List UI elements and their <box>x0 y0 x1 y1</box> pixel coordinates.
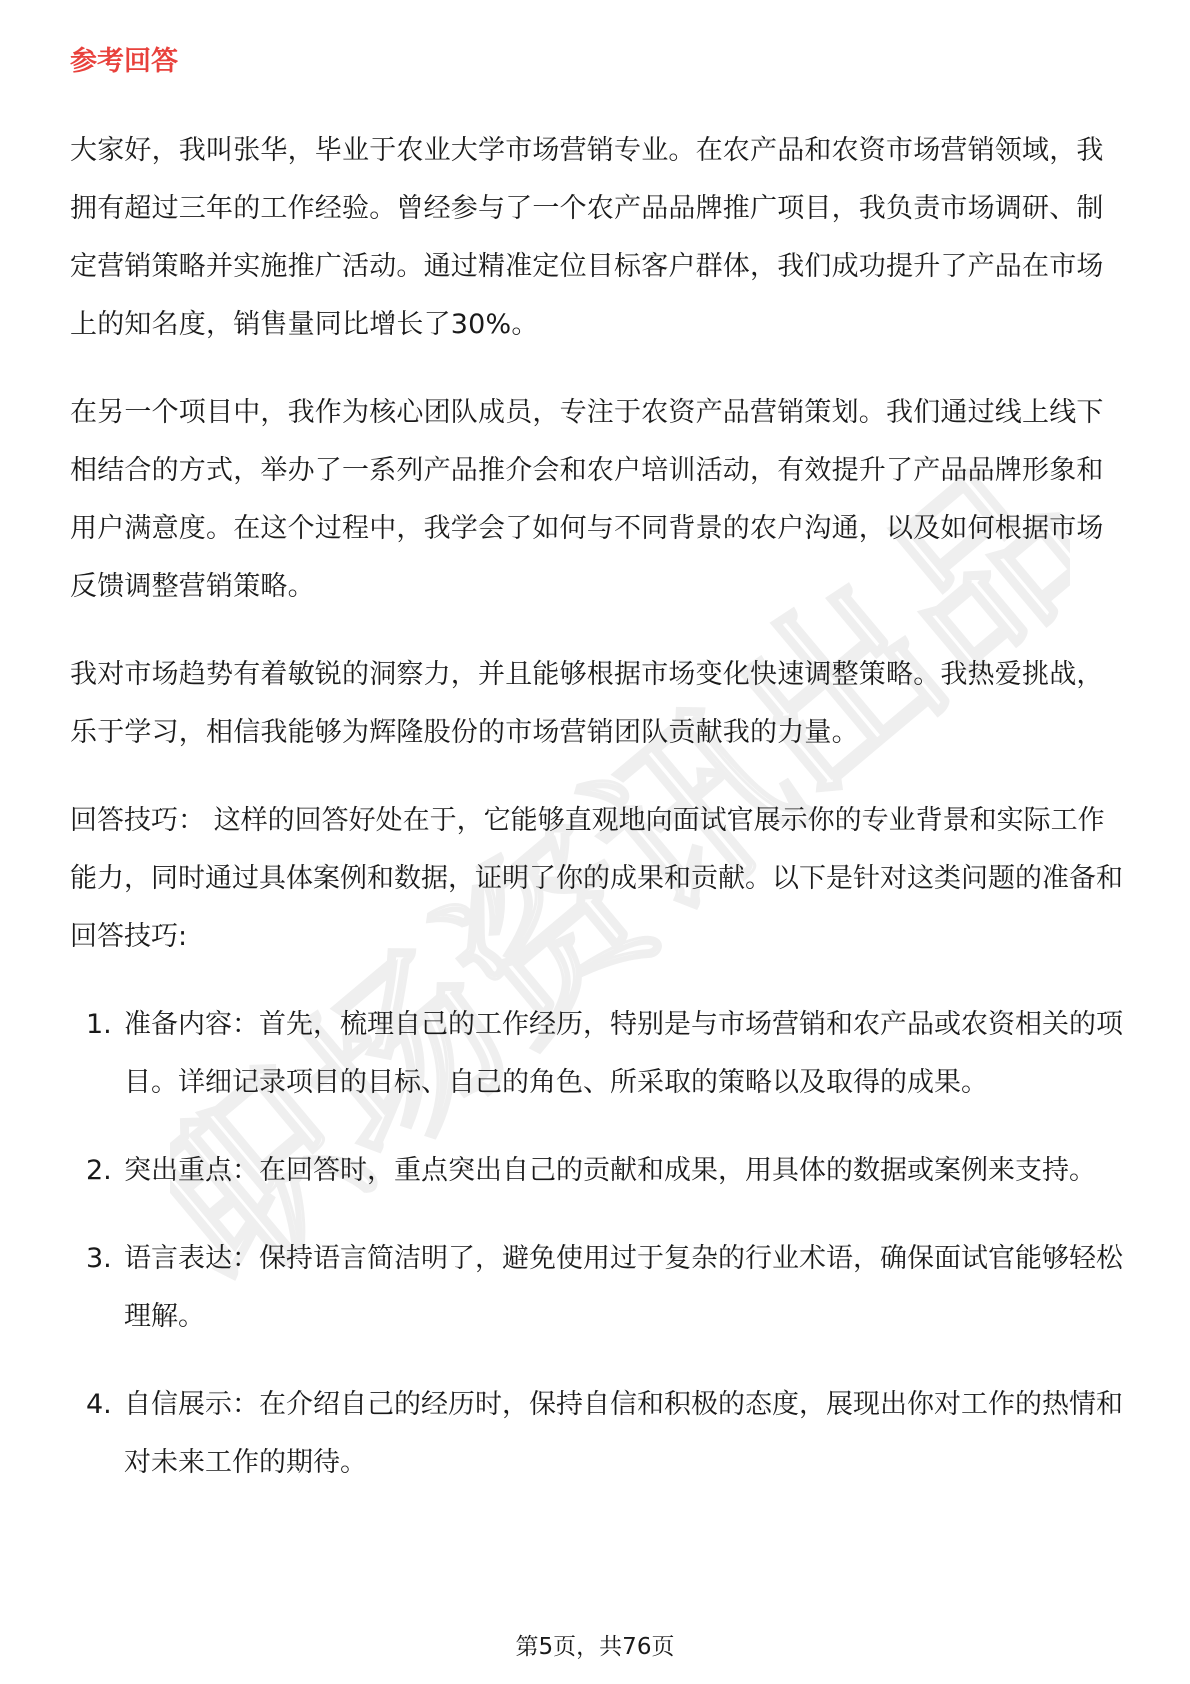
list-item <box>70 1142 1130 1200</box>
list-item-text: 自信展示：在介绍自己的经历时，保持自信和积极的态度，展现出你对工作的热情和对未来工作的期待。 <box>124 1389 1123 1478</box>
list-item <box>70 996 1130 1112</box>
tips-intro: 回答技巧： 这样的回答好处在于，它能够直观地向面试官展示你的专业背景和实际工作能力，同时通过具体案例和数据，证明了你的成果和贡献。以下是针对这类问题的准备和回答技巧: <box>70 805 1123 952</box>
list-item-text: 突出重点：在回答时，重点突出自己的贡献和成果，用具体的数据或案例来支持。 <box>124 1155 1096 1186</box>
answer-paragraph-3: 我对市场趋势有着敏锐的洞察力，并且能够根据市场变化快速调整策略。我热爱挑战，乐于学习，相信我能够为辉隆股份的市场营销团队贡献我的力量。 <box>70 659 1104 748</box>
list-item-number: 4. <box>86 1389 112 1420</box>
list-item <box>70 1376 1130 1492</box>
list-item-number: 3. <box>86 1243 112 1274</box>
list-item <box>70 1230 1130 1346</box>
answer-paragraph-2: 在另一个项目中，我作为核心团队成员，专注于农资产品营销策划。我们通过线上线下相结合的方式，举办了一系列产品推介会和农户培训活动，有效提升了产品品牌形象和用户满意度。在这个过程中，我学会了如何与不同背景的农户沟通，以及如何根据市场反馈调整营销策略。 <box>70 397 1104 602</box>
list-item-number: 2. <box>86 1155 112 1186</box>
list-item-text: 准备内容：首先，梳理自己的工作经历，特别是与市场营销和农产品或农资相关的项目。详细记录项目的目标、自己的角色、所采取的策略以及取得的成果。 <box>124 1009 1123 1098</box>
section-title: 参考回答 <box>70 46 178 77</box>
list-item-text: 语言表达：保持语言简洁明了，避免使用过于复杂的行业术语，确保面试官能够轻松理解。 <box>124 1243 1123 1332</box>
answer-paragraph-1: 大家好，我叫张华，毕业于农业大学市场营销专业。在农产品和农资市场营销领域，我拥有超过三年的工作经验。曾经参与了一个农产品品牌推广项目，我负责市场调研、制定营销策略并实施推广活动。通过精准定位目标客户群体，我们成功提升了产品在市场上的知名度，销售量同比增长了30%。 <box>70 135 1104 340</box>
watermark-text: 职场资讯出品 <box>170 422 1070 1320</box>
tips-list <box>70 996 1130 1492</box>
page-number-footer: 第5页，共76页 <box>515 1634 675 1660</box>
list-item-number: 1. <box>86 1009 112 1040</box>
main-content <box>70 42 1130 1522</box>
